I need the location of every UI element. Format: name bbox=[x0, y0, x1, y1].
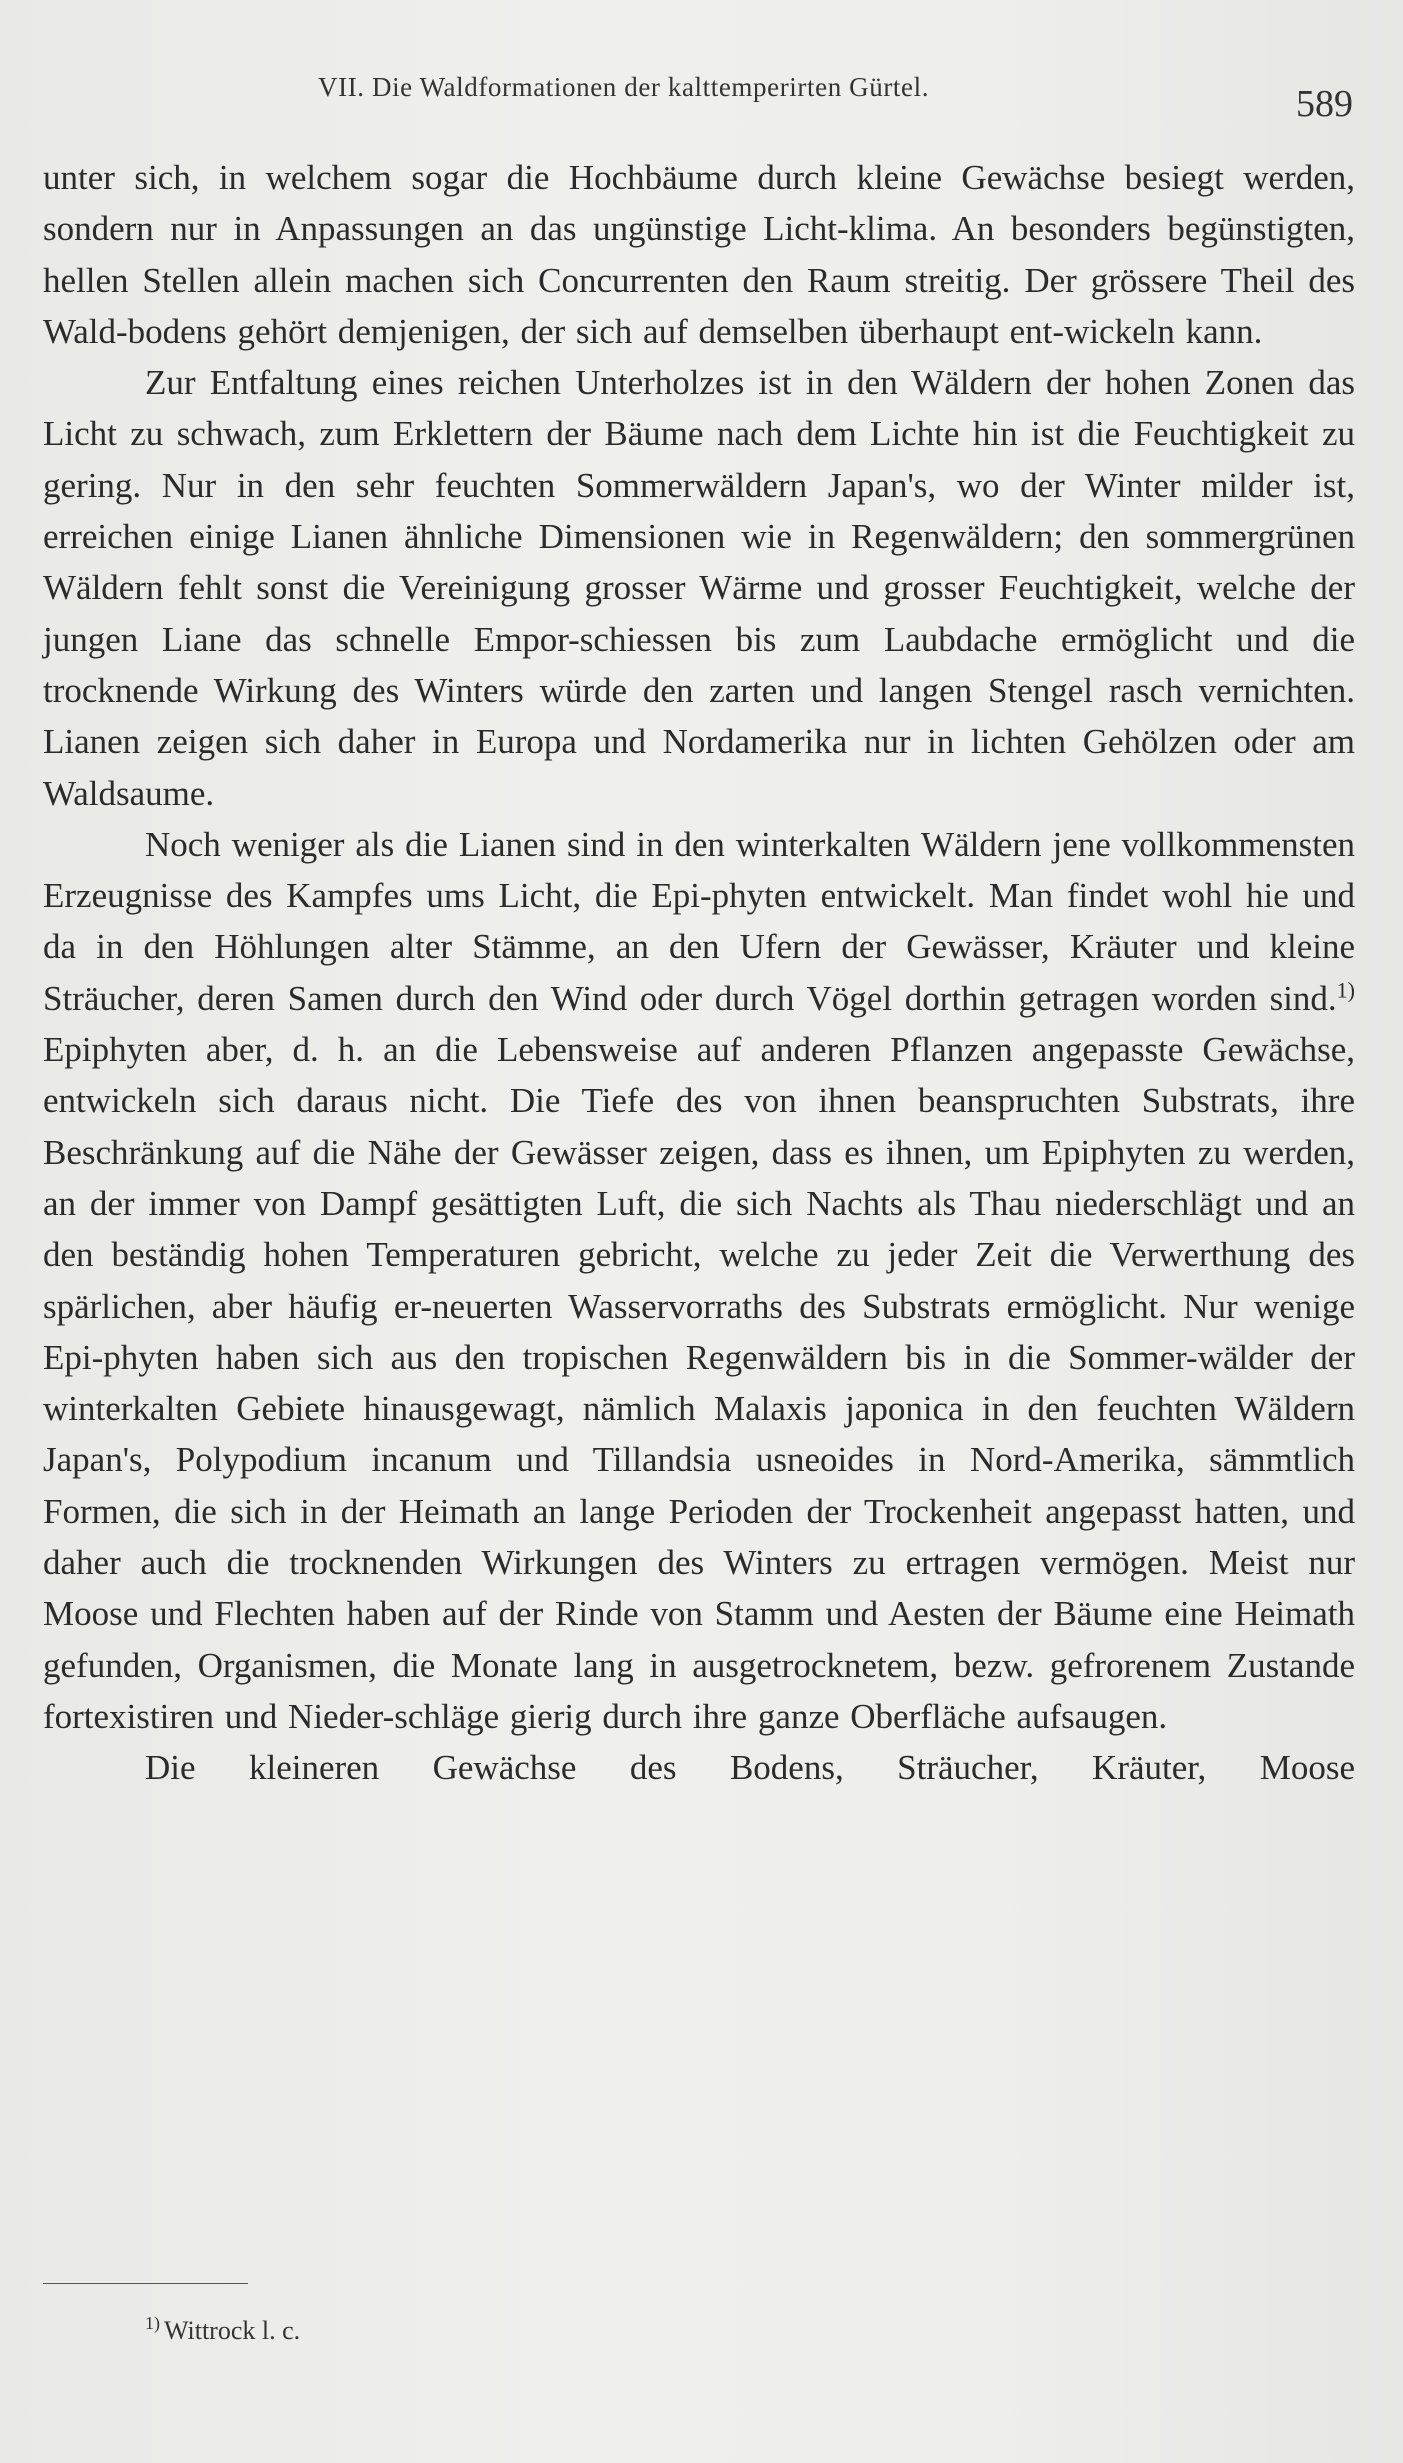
paragraph-2: Zur Entfaltung eines reichen Unterholzes ist in den Wäldern der hohen Zonen das Licht zu schwach, zum Erklettern der Bäume nach dem Lichte hin ist die Feuchtigkeit zu gering. Nur in den sehr feuchten Sommerwäldern Japan's, wo der Winter milder ist, erreichen einige Lianen ähnliche Dimensionen wie in Regenwäldern; den sommergrünen Wäldern fehlt sonst die Vereinigung grosser Wärme und grosser Feuchtigkeit, welche der jungen Liane das schnelle Empor-schiessen bis zum Laubdache ermöglicht und die trocknende Wirkung des Winters würde den zarten und langen Stengel rasch vernichten. Lianen zeigen sich daher in Europa und Nordamerika nur in lichten Gehölzen oder am Waldsaume. bbox=[43, 363, 1355, 813]
footnote-mark: 1) bbox=[145, 2313, 160, 2334]
footnote-divider bbox=[43, 2283, 248, 2284]
page-number: 589 bbox=[1296, 83, 1353, 125]
running-head: VII. Die Waldformationen der kalttemperirten Gürtel. bbox=[318, 72, 930, 102]
footnote bbox=[145, 2313, 301, 2346]
paragraph-4: Die kleineren Gewächse des Bodens, Sträucher, Kräuter, Moose bbox=[145, 1748, 1355, 1788]
paragraph-3-text-b: Epiphyten aber, d. h. an die Lebensweise auf anderen Pflanzen angepasste Gewächse, entwickeln sich daraus nicht. Die Tiefe des von ihnen beanspruchten Substrats, ihre Beschränkung auf die Nähe der Gewässer zeigen, dass es ihnen, um Epiphyten zu werden, an der immer von Dampf gesättigten Luft, die sich Nachts als Thau niederschlägt und an den beständig hohen Temperaturen gebricht, welche zu jeder Zeit die Verwerthung des spärlichen, aber häufig er-neuerten Wasservorraths des Substrats ermöglicht. Nur wenige Epi-phyten haben sich aus den tropischen Regenwäldern bis in die Sommer-wälder der winterkalten Gebiete hinausgewagt, nämlich Malaxis japonica in den feuchten Wäldern Japan's, Polypodium incanum und Tillandsia usneoides in Nord-Amerika, sämmtlich Formen, die sich in der Heimath an lange Perioden der Trockenheit angepasst hatten, und daher auch die trocknenden Wirkungen des Winters zu ertragen vermögen. Meist nur Moose und Flechten haben auf der Rinde von Stamm und Aesten der Bäume eine Heimath gefunden, Organismen, die Monate lang in ausgetrocknetem, bezw. gefrorenem Zustande fortexistiren und Nieder-schläge gierig durch ihre ganze Oberfläche aufsaugen. bbox=[43, 1030, 1355, 1736]
paragraph-3-text-a: Noch weniger als die Lianen sind in den winterkalten Wäldern jene vollkommensten Erzeugnisse des Kampfes ums Licht, die Epi-phyten entwickelt. Man findet wohl hie und da in den Höhlungen alter Stämme, an den Ufern der Gewässer, Kräuter und kleine Sträucher, deren Samen durch den Wind oder durch Vögel dorthin getragen worden sind. bbox=[43, 824, 1355, 1018]
paragraph-3 bbox=[43, 819, 1355, 1742]
body-text bbox=[43, 152, 1355, 1794]
footnote-reference: 1) bbox=[1336, 977, 1355, 1003]
footnote-text: Wittrock l. c. bbox=[164, 2316, 301, 2345]
paragraph-1: unter sich, in welchem sogar die Hochbäume durch kleine Gewächse besiegt werden, sondern nur in Anpassungen an das ungünstige Licht-klima. An besonders begünstigten, hellen Stellen allein machen sich Concurrenten den Raum streitig. Der grössere Theil des Wald-bodens gehört demjenigen, der sich auf demselben überhaupt ent-wickeln kann. bbox=[43, 158, 1355, 351]
